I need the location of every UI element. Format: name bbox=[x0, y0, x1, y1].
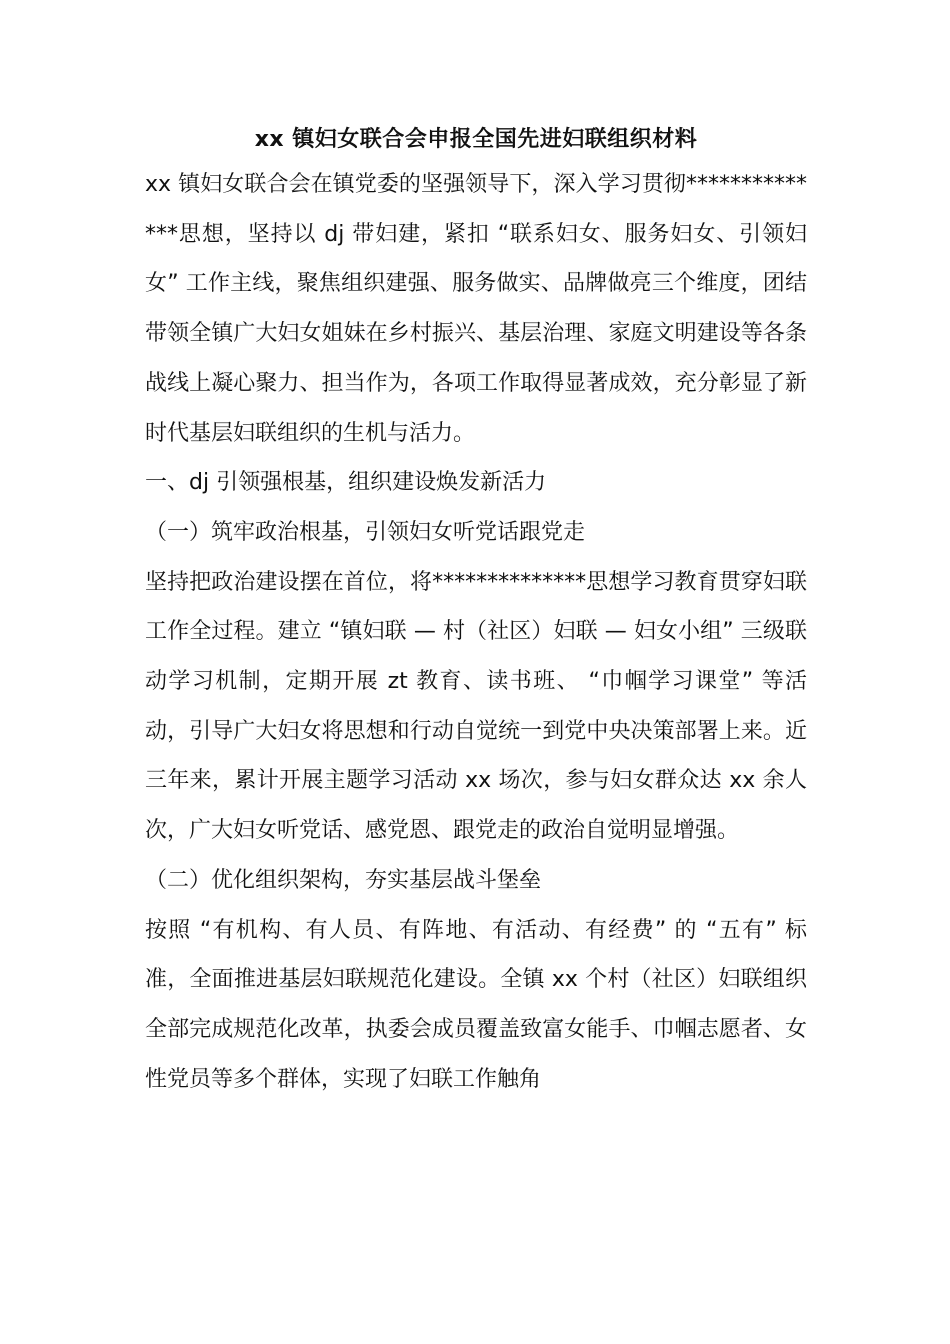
subsection-body-2: 按照 “有机构、有人员、有阵地、有活动、有经费” 的 “五有” 标准，全面推进基层妇联规范化建设。全镇 xx 个村（社区）妇联组织全部完成规范化改革，执委会成员覆盖致富女能手、巾帼志愿者、女性党员等多个群体，实现了妇联工作触角 bbox=[145, 917, 807, 1092]
section-heading-1: 一、dj 引领强根基，组织建设焕发新活力 bbox=[145, 470, 547, 496]
document-title: xx 镇妇女联合会申报全国先进妇联组织材料 bbox=[254, 127, 698, 152]
subsection-heading-1: （一）筑牢政治根基，引领妇女听党话跟党走 bbox=[145, 519, 586, 545]
intro-paragraph: xx 镇妇女联合会在镇党委的坚强领导下，深入学习贯彻**************思想，坚持以 dj 带妇建，紧扣 “联系妇女、服务妇女、引领妇女” 工作主线，聚焦组织建强、服务做实、品牌做亮三个维度，团结带领全镇广大妇女姐妹在乡村振兴、基层治理、家庭文明建设等各条战线上凝心聚力、担当作为，各项工作取得显著成效，充分彰显了新时代基层妇联组织的生机与活力。 bbox=[145, 172, 807, 446]
subsection-heading-2: （二）优化组织架构，夯实基层战斗堡垒 bbox=[145, 867, 542, 893]
subsection-body-1: 坚持把政治建设摆在首位，将**************思想学习教育贯穿妇联工作全过程。建立 “镇妇联 — 村（社区）妇联 — 妇女小组” 三级联动学习机制，定期开展 zt 教育、读书班、 “巾帼学习课堂” 等活动，引导广大妇女将思想和行动自觉统一到党中央决策部署上来。近三年来，累计开展主题学习活动 xx 场次，参与妇女群众达 xx 余人次，广大妇女听党话、感党恩、跟党走的政治自觉明显增强。 bbox=[145, 569, 807, 844]
document-page bbox=[145, 120, 807, 1104]
